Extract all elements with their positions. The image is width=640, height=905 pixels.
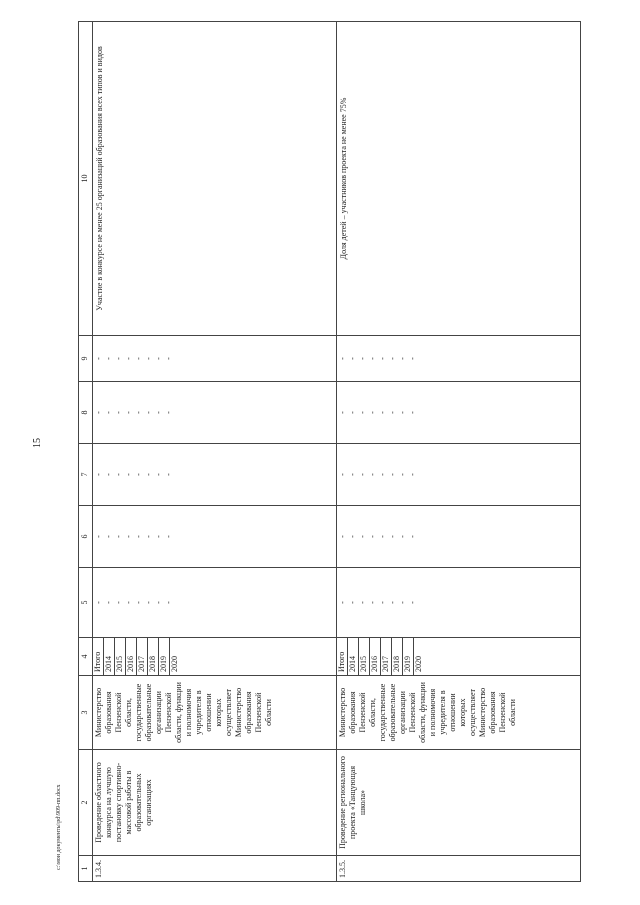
dash-value: - (154, 357, 163, 360)
dash-value: - (164, 357, 173, 360)
year-label: 2016 (126, 638, 137, 675)
dash-value: - (358, 411, 367, 414)
dash-value: - (398, 535, 407, 538)
col-header-8: 8 (79, 382, 93, 444)
col-header-2: 2 (79, 750, 93, 856)
dash-value: - (358, 535, 367, 538)
year-label: 2018 (392, 638, 403, 675)
dash-value: - (94, 535, 103, 538)
col-header-6: 6 (79, 506, 93, 568)
dash-value: - (378, 601, 387, 604)
dash-value: - (134, 411, 143, 414)
year-label: 2014 (104, 638, 115, 675)
dash-value: - (338, 357, 347, 360)
dash-value: - (94, 357, 103, 360)
dash-value: - (358, 357, 367, 360)
row-number: 1.3.4. (93, 856, 337, 882)
dash-value: - (114, 535, 123, 538)
dash-value: - (368, 473, 377, 476)
dash-value: - (348, 535, 357, 538)
dash-value: - (104, 473, 113, 476)
funding-cell-6 (337, 506, 581, 568)
dash-value: - (94, 473, 103, 476)
target-indicator: Доля детей – участников проекта не менее 75% (337, 22, 581, 336)
dash-value: - (378, 357, 387, 360)
dash-value: - (388, 601, 397, 604)
dash-value: - (154, 473, 163, 476)
dash-value: - (144, 473, 153, 476)
dash-value: - (378, 411, 387, 414)
target-indicator: Участие в конкурсе не менее 25 организаций образования всех типов и видов (93, 22, 337, 336)
dash-value: - (388, 357, 397, 360)
year-label: 2020 (414, 656, 423, 672)
col-header-9: 9 (79, 336, 93, 382)
funding-cell-7 (93, 444, 337, 506)
year-label: 2019 (159, 638, 170, 675)
dash-value: - (338, 535, 347, 538)
dash-value: - (358, 473, 367, 476)
dash-value: - (134, 357, 143, 360)
funding-cell-9 (337, 336, 581, 382)
dash-value: - (398, 601, 407, 604)
footer-file-path: с:\мои документы\pd\909-пп.docx (56, 784, 62, 870)
program-activities-table (78, 21, 581, 882)
dash-value: - (124, 411, 133, 414)
dash-value: - (348, 411, 357, 414)
dash-value: - (348, 357, 357, 360)
funding-cell-5 (337, 568, 581, 638)
executor: Министерство образования Пензенской области, государственные образовательные организации Пензенской области, функции и полномочия учредителя в отношении которых осуществляет Министерство образования Пензенской области (337, 676, 581, 750)
rotated-table-container (78, 22, 586, 882)
year-label: 2018 (148, 638, 159, 675)
dash-value: - (378, 473, 387, 476)
year-list (93, 638, 337, 676)
dash-value: - (408, 535, 417, 538)
dash-value: - (124, 357, 133, 360)
dash-value: - (164, 411, 173, 414)
dash-value: - (154, 411, 163, 414)
dash-value: - (104, 601, 113, 604)
dash-value: - (164, 473, 173, 476)
dash-value: - (338, 473, 347, 476)
dash-value: - (144, 357, 153, 360)
page-number: 15 (32, 438, 43, 448)
col-header-4: 4 (79, 638, 93, 676)
dash-value: - (104, 357, 113, 360)
dash-value: - (368, 357, 377, 360)
dash-value: - (144, 411, 153, 414)
funding-cell-8 (93, 382, 337, 444)
dash-value: - (398, 357, 407, 360)
dash-value: - (104, 411, 113, 414)
dash-value: - (114, 357, 123, 360)
dash-value: - (368, 535, 377, 538)
dash-value: - (348, 601, 357, 604)
col-header-7: 7 (79, 444, 93, 506)
dash-value: - (124, 535, 133, 538)
dash-value: - (124, 473, 133, 476)
dash-value: - (408, 357, 417, 360)
dash-value: - (378, 535, 387, 538)
dash-value: - (408, 601, 417, 604)
dash-value: - (124, 601, 133, 604)
col-header-5: 5 (79, 568, 93, 638)
year-list (337, 638, 581, 676)
row-number: 1.3.5. (337, 856, 581, 882)
dash-value: - (104, 535, 113, 538)
dash-value: - (114, 473, 123, 476)
funding-cell-7 (337, 444, 581, 506)
table-row (93, 22, 337, 882)
funding-cell-8 (337, 382, 581, 444)
dash-value: - (154, 535, 163, 538)
dash-value: - (368, 601, 377, 604)
funding-cell-9 (93, 336, 337, 382)
dash-value: - (408, 473, 417, 476)
year-label: Итого (337, 638, 348, 675)
col-header-1: 1 (79, 856, 93, 882)
dash-value: - (368, 411, 377, 414)
col-header-10: 10 (79, 22, 93, 336)
executor: Министерство образования Пензенской области, государственные образовательные организации Пензенской области, функции и полномочия учредителя в отношении которых осуществляет Министерство образования Пензенской области (93, 676, 337, 750)
funding-cell-6 (93, 506, 337, 568)
dash-value: - (164, 535, 173, 538)
dash-value: - (388, 473, 397, 476)
column-number-row (79, 22, 93, 882)
dash-value: - (134, 473, 143, 476)
dash-value: - (114, 411, 123, 414)
dash-value: - (398, 473, 407, 476)
year-label: 2015 (359, 638, 370, 675)
dash-value: - (388, 411, 397, 414)
dash-value: - (358, 601, 367, 604)
dash-value: - (134, 601, 143, 604)
year-label: 2014 (348, 638, 359, 675)
funding-cell-5 (93, 568, 337, 638)
activity-name: Проведение регионального проекта «Танцующая школа» (337, 750, 581, 856)
year-label: 2015 (115, 638, 126, 675)
dash-value: - (338, 601, 347, 604)
col-header-3: 3 (79, 676, 93, 750)
dash-value: - (388, 535, 397, 538)
year-label: 2020 (170, 656, 179, 672)
table-row (337, 22, 581, 882)
year-label: 2017 (381, 638, 392, 675)
year-label: 2019 (403, 638, 414, 675)
dash-value: - (94, 411, 103, 414)
year-label: Итого (93, 638, 104, 675)
dash-value: - (144, 601, 153, 604)
dash-value: - (114, 601, 123, 604)
dash-value: - (134, 535, 143, 538)
dash-value: - (398, 411, 407, 414)
dash-value: - (144, 535, 153, 538)
dash-value: - (348, 473, 357, 476)
dash-value: - (154, 601, 163, 604)
dash-value: - (94, 601, 103, 604)
dash-value: - (338, 411, 347, 414)
dash-value: - (164, 601, 173, 604)
dash-value: - (408, 411, 417, 414)
activity-name: Проведение областного конкурса на лучшую постановку спортивно-массовой работы в образовательных организациях (93, 750, 337, 856)
year-label: 2016 (370, 638, 381, 675)
year-label: 2017 (137, 638, 148, 675)
